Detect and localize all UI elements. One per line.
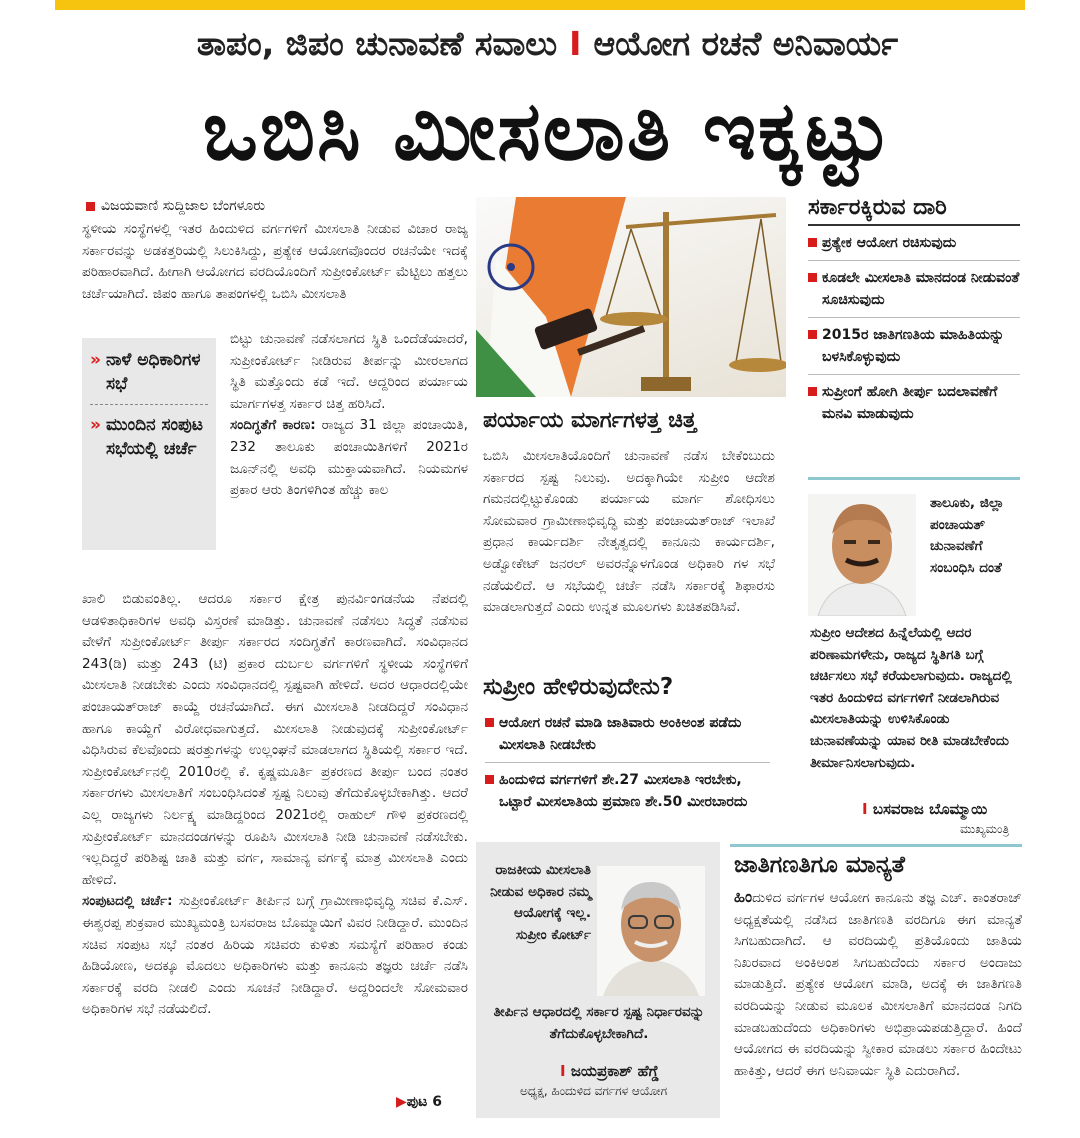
byline: ವಿಜಯವಾಣಿ ಸುದ್ದಿಜಾಲ ಬೆಂಗಳೂರು: [86, 198, 265, 214]
path-item: ಸುಪ್ರೀಂಗೆ ಹೋಗಿ ತೀರ್ಪು ಬದಲಾವಣೆಗೆ ಮನವಿ ಮಾಡುವುದು: [808, 375, 1020, 431]
subhead-reason: ಸಂದಿಗ್ಧತೆಗೆ ಕಾರಣ:: [230, 417, 316, 434]
article-narrow: ಬಿಟ್ಟು ಚುನಾವಣೆ ನಡೆಸಲಾಗದ ಸ್ಥಿತಿ ಒಂದೆಡೆಯಾದರೆ, ಸುಪ್ರೀಂಕೋರ್ಟ್ ನೀಡಿರುವ ತೀರ್ಪನ್ನು ಮೀರಲಾಗದ ಸ್ಥಿತಿ ಮತ್ತೊಂದು ಕಡೆ ಇದೆ. ಆದ್ದರಿಂದ ಪರ್ಯಾಯ ಮಾರ್ಗಗಳತ್ತ ಸರ್ಕಾರ ಚಿತ್ತ ಹರಿಸಿದೆ. ಸಂದಿಗ್ಧತೆಗೆ ಕಾರಣ: ರಾಜ್ಯದ 31 ಜಿಲ್ಲಾ ಪಂಚಾಯಿತಿ, 232 ತಾಲೂಕು ಪಂಚಾಯಿತಿಗಳಿಗೆ 2021ರ ಜೂನ್‌ನಲ್ಲಿ ಅವಧಿ ಮುಕ್ತಾಯವಾಗಿದೆ. ನಿಯಮಗಳ ಪ್ರಕಾರ ಆರು ತಿಂಗಳಿಗಿಂತ ಹೆಚ್ಚು ಕಾಲ: [230, 331, 468, 499]
subhead-census: ಜಾತಿಗಣತಿಗೂ ಮಾನ್ಯತೆ: [734, 852, 905, 878]
kicker-left: ತಾಪಂ, ಜಿಪಂ ಚುನಾವಣೆ ಸವಾಲು: [196, 24, 558, 63]
headline: ಒಬಿಸಿ ಮೀಸಲಾತಿ ಇಕ್ಕಟ್ಟು: [202, 84, 893, 179]
supreme-item: ಆಯೋಗ ರಚನೆ ಮಾಡಿ ಜಾತಿವಾರು ಅಂಕಿಅಂಶ ಪಡೆದು ಮೀಸಲಾತಿ ನೀಡಬೇಕು: [485, 706, 770, 763]
subhead-supreme: ಸುಪ್ರೀಂ ಹೇಳಿರುವುದೇನು?: [483, 674, 674, 700]
bommai-quote-start: ತಾಲೂಕು, ಜಿಲ್ಲಾ ಪಂಚಾಯತ್ ಚುನಾವಣೆಗೆ ಸಂಬಂಧಿಸಿ ದಂತೆ: [930, 495, 1005, 576]
hegde-quote: ತೀರ್ಪಿನ ಆಧಾರದಲ್ಲಿ ಸರ್ಕಾರ ಸ್ಪಷ್ಟ ನಿರ್ಧಾರವನ್ನು ತೆಗೆದುಕೊಳ್ಳಬೇಕಾಗಿದೆ.: [493, 1004, 705, 1042]
teal-divider: [730, 844, 1022, 847]
subhead-alternative: ಪರ್ಯಾಯ ಮಾರ್ಗಗಳತ್ತ ಚಿತ್ತ: [483, 408, 697, 433]
path-item: ಕೂಡಲೇ ಮೀಸಲಾತಿ ಮಾನದಂಡ ನೀಡುವಂತೆ ಸೂಚಿಸುವುದು: [808, 261, 1020, 318]
path-item: 2015ರ ಜಾತಿಗಣತಿಯ ಮಾಹಿತಿಯನ್ನು ಬಳಸಿಕೊಳ್ಳುವುದು: [808, 318, 1020, 375]
hegde-signature: I ಜಯಪ್ರಕಾಶ್ ಹೆಗ್ಡೆ: [560, 1062, 659, 1080]
article-body: ಖಾಲಿ ಬಿಡುವಂತಿಲ್ಲ. ಆದರೂ ಸರ್ಕಾರ ಕ್ಷೇತ್ರ ಪುನರ್ವಿಂಗಡನೆಯ ನೆಪದಲ್ಲಿ ಆಡಳಿತಾಧಿಕಾರಿಗಳ ಅವಧಿ ವಿಸ್ತರಣೆ ಮಾಡಿತ್ತು. ಚುನಾವಣೆ ನಡೆಸಲು ಸಿದ್ಧತೆ ನಡೆಸುವ ವೇಳೆಗೆ ಸುಪ್ರೀಂಕೋರ್ಟ್ ತೀರ್ಪು ಸರ್ಕಾರದ ಸಂದಿಗ್ಧತೆಗೆ ಕಾರಣವಾಗಿದೆ. ಸಂವಿಧಾನದ 243(ಡಿ) ಮತ್ತು 243 (ಟಿ) ಪ್ರಕಾರ ದುರ್ಬಲ ವರ್ಗಗಳಿಗೆ ಸ್ಥಳೀಯ ಸಂಸ್ಥೆಗಳಿಗೆ ಮೀಸಲಾತಿ ನೀಡಬೇಕು ಎಂದು ಸಂವಿಧಾನದಲ್ಲಿ ಸ್ಪಷ್ಟವಾಗಿ ಹೇಳಿದೆ. ಅದರ ಆಧಾರದಲ್ಲಿಯೇ ಪಂಚಾಯತ್‌ರಾಜ್ ಕಾಯ್ದೆ ರಚನೆಯಾಗಿದೆ. ಈಗ ಮೀಸಲಾತಿ ನೀಡದಿದ್ದರೆ ಸಂವಿಧಾನ ಹಾಗೂ ಕಾಯ್ದೆಗೆ ವಿರೋಧವಾಗುತ್ತದೆ. ಮೀಸಲಾತಿ ನೀಡುವುದಕ್ಕೆ ಸುಪ್ರೀಂಕೋರ್ಟ್ ವಿಧಿಸಿರುವ ಕೆಲವೊಂದು ಷರತ್ತುಗಳನ್ನು ಉಲ್ಲಂಘನೆ ಮಾಡಲಾಗದ ಸ್ಥಿತಿಯಲ್ಲಿ ಸರ್ಕಾರ ಇದೆ. ಸುಪ್ರೀಂಕೋರ್ಟ್‌ನಲ್ಲಿ 2010ರಲ್ಲಿ ಕೆ. ಕೃಷ್ಣಮೂರ್ತಿ ಪ್ರಕರಣದ ತೀರ್ಪು ಬಂದ ನಂತರ ಸರ್ಕಾರಗಳು ಮೀಸಲಾತಿಗೆ ಸಂಬಂಧಿಸಿದಂತೆ ಸ್ಪಷ್ಟ ನಿಲುವು ತೆಗೆದುಕೊಳ್ಳಬೇಕಾಗಿತ್ತು. ಆದರೆ ಎಲ್ಲ ರಾಜ್ಯಗಳು ನಿರ್ಲಕ್ಷ್ಯ ಮಾಡಿದ್ದರಿಂದ 2021ರಲ್ಲಿ ರಾಹುಲ್ ಗೌಳಿ ಪ್ರಕರಣದಲ್ಲಿ ಸುಪ್ರೀಂಕೋರ್ಟ್ ಮಾನದಂಡಗಳನ್ನು ರೂಪಿಸಿ ಮೀಸಲಾತಿ ನೀಡಿ ಚುನಾವಣೆ ನಡೆಸಬೇಕು. ಇಲ್ಲದಿದ್ದರೆ ಪರಿಶಿಷ್ಟ ಜಾತಿ ಮತ್ತು ವರ್ಗ, ಸಾಮಾನ್ಯ ವರ್ಗಕ್ಕೆ ಮಾತ್ರ ಮೀಸಲಾತಿ ಎಂದು ಹೇಳಿದೆ. ಸಂಪುಟದಲ್ಲಿ ಚರ್ಚೆ: ಸುಪ್ರೀಂಕೋರ್ಟ್ ತೀರ್ಪಿನ ಬಗ್ಗೆ ಗ್ರಾಮೀಣಾಭಿವೃದ್ಧಿ ಸಚಿವ ಕೆ.ಎಸ್. ಈಶ್ವರಪ್ಪ ಶುಕ್ರವಾರ ಮುಖ್ಯಮಂತ್ರಿ ಬಸವರಾಜ ಬೊಮ್ಮಾಯಿಗೆ ವಿವರ ನೀಡಿದ್ದಾರೆ. ಮುಂದಿನ ಸಚಿವ ಸಂಪುಟ ಸಭೆ ನಂತರ ಹಿರಿಯ ಸಚಿವರು ಕುಳಿತು ಸಮಸ್ಯೆಗೆ ಪರಿಹಾರ ಕಂಡು ಹಿಡಿಯೋಣ, ಅದಕ್ಕೂ ಮೊದಲು ಅಧಿಕಾರಿಗಳು ಮತ್ತು ಕಾನೂನು ತಜ್ಞರು ಚರ್ಚೆ ನಡೆಸಿ ಸರ್ಕಾರಕ್ಕೆ ವರದಿ ನೀಡಲಿ ಎಂದು ಸೂಚನೆ ನೀಡಿದ್ದಾರೆ. ಅದ್ದರಿಂದಲೇ ಸೋಮವಾರ ಅಧಿಕಾರಿಗಳ ಸಭೆ ನಡೆಯಲಿದೆ.: [82, 591, 468, 1018]
portrait-illustration: [808, 494, 916, 616]
arrow-right-icon: ▶: [396, 1094, 407, 1110]
top-color-bar: [55, 0, 1025, 10]
kicker-separator: I: [569, 24, 582, 63]
highlight-item: » ನಾಳೆ ಅಧಿಕಾರಿಗಳ ಸಭೆ: [90, 348, 208, 396]
hegde-role: ಅಧ್ಯಕ್ಷ, ಹಿಂದುಳಿದ ವರ್ಗಗಳ ಆಯೋಗ: [520, 1084, 668, 1098]
justice-scale-photo: [476, 197, 786, 397]
supreme-item: ಹಿಂದುಳಿದ ವರ್ಗಗಳಿಗೆ ಶೇ.27 ಮೀಸಲಾತಿ ಇರಬೇಕು, ಒಟ್ಟಾರೆ ಮೀಸಲಾತಿಯ ಪ್ರಮಾಣ ಶೇ.50 ಮೀರಬಾರದು: [485, 763, 770, 819]
path-item: ಪ್ರತ್ಯೇಕ ಆಯೋಗ ರಚಿಸುವುದು: [808, 226, 1020, 261]
subhead-cabinet: ಸಂಪುಟದಲ್ಲಿ ಚರ್ಚೆ:: [82, 893, 173, 910]
teal-divider: [808, 477, 1020, 480]
highlight-item: » ಮುಂದಿನ ಸಂಪುಟ ಸಭೆಯಲ್ಲಿ ಚರ್ಚೆ: [90, 413, 208, 461]
portrait-illustration: [597, 866, 705, 996]
highlight-box: [82, 338, 216, 550]
bommai-signature: I ಬಸವರಾಜ ಬೊಮ್ಮಾಯಿ: [862, 800, 988, 818]
kicker-right: ಆಯೋಗ ರಚನೆ ಅನಿವಾರ್ಯ: [593, 24, 899, 63]
hegde-portrait: [597, 866, 705, 996]
jump-link[interactable]: ▶ಪುಟ 6: [396, 1094, 442, 1110]
scale-flag-illustration: [476, 197, 786, 397]
article-intro: ಸ್ಥಳೀಯ ಸಂಸ್ಥೆಗಳಲ್ಲಿ ಇತರ ಹಿಂದುಳಿದ ವರ್ಗಗಳಿಗೆ ಮೀಸಲಾತಿ ನೀಡುವ ವಿಚಾರ ರಾಜ್ಯ ಸರ್ಕಾರವನ್ನು ಅಡಕತ್ತರಿಯಲ್ಲಿ ಸಿಲುಕಿಸಿದ್ದು, ಪ್ರತ್ಯೇಕ ಆಯೋಗವೊಂದರ ರಚನೆಯೇ ಇದಕ್ಕೆ ಪರಿಹಾರವಾಗಿದೆ. ಹೀಗಾಗಿ ಆಯೋಗದ ವರದಿಯೊಂದಿಗೆ ಸುಪ್ರೀಂಕೋರ್ಟ್ ಮೆಟ್ಟಿಲು ಹತ್ತಲು ಚರ್ಚೆಯಾಗಿದೆ. ಜಿಪಂ ಹಾಗೂ ತಾಪಂಗಳಲ್ಲಿ ಒಬಿಸಿ ಮೀಸಲಾತಿ: [82, 221, 468, 302]
red-square-icon: [86, 202, 95, 211]
bommai-quote: ಸುಪ್ರೀಂ ಆದೇಶದ ಹಿನ್ನೆಲೆಯಲ್ಲಿ ಆದರ ಪರಿಣಾಮಗಳೇನು, ರಾಜ್ಯದ ಸ್ಥಿತಿಗತಿ ಬಗ್ಗೆ ಚರ್ಚಿಸಲು ಸಭೆ ಕರೆಯಲಾಗುವುದು. ರಾಜ್ಯದಲ್ಲಿ ಇತರ ಹಿಂದುಳಿದ ವರ್ಗಗಳಿಗೆ ನೀಡಲಾಗಿರುವ ಮೀಸಲಾತಿಯನ್ನು ಉಳಿಸಿಕೊಂಡು ಚುನಾವಣೆಯನ್ನು ಯಾವ ರೀತಿ ಮಾಡಬೇಕೆಂದು ತೀರ್ಮಾನಿಸಲಾಗುವುದು.: [810, 625, 1012, 771]
kicker: [70, 24, 1025, 64]
divider: [90, 404, 208, 405]
government-path-box: [808, 195, 1020, 431]
bommai-role: ಮುಖ್ಯಮಂತ್ರಿ: [960, 822, 1010, 836]
path-title: ಸರ್ಕಾರಕ್ಕಿರುವ ದಾರಿ: [808, 195, 1020, 226]
census-text: ಹಿಂದುಳಿದ ವರ್ಗಗಳ ಆಯೋಗ ಕಾನೂನು ತಜ್ಞ ಎಚ್. ಕಾಂತರಾಜ್ ಅಧ್ಯಕ್ಷತೆಯಲ್ಲಿ ನಡೆಸಿದ ಜಾತಿಗಣತಿ ವರದಿಗೂ ಈಗ ಮಾನ್ಯತೆ ಸಿಗಬಹುದಾಗಿದೆ. ಆ ವರದಿಯಲ್ಲಿ ಪ್ರತಿಯೊಂದು ಜಾತಿಯ ನಿಖರವಾದ ಅಂಕಿಅಂಶ ಸಿಗಬಹುದೆಂದು ಸರ್ಕಾರ ಅಂದಾಜು ಮಾಡುತ್ತಿದೆ. ಪ್ರತ್ಯೇಕ ಆಯೋಗ ಮಾಡಿ, ಅದಕ್ಕೆ ಈ ಜಾತಿಗಣತಿ ವರದಿಯನ್ನು ನೀಡುವ ಮೂಲಕ ಮೀಸಲಾತಿಗೆ ಮಾನದಂಡ ನಿಗದಿ ಮಾಡಬಹುದೆಂದು ಅಧಿಕಾರಿಗಳು ಅಭಿಪ್ರಾಯಪಡುತ್ತಿದ್ದಾರೆ. ಹಿಂದೆ ಆಯೋಗದ ಈ ವರದಿಯನ್ನು ಸ್ವೀಕಾರ ಮಾಡಲು ಸರ್ಕಾರ ಹಿಂದೇಟು ಹಾಕಿತ್ತು, ಆದರೆ ಈಗ ಅನಿವಾರ್ಯ ಸ್ಥಿತಿ ಎದುರಾಗಿದೆ.: [734, 887, 1022, 1079]
drop-cap: ಹಿಂ: [734, 887, 753, 906]
bommai-portrait: [808, 494, 916, 616]
alternative-text: ಒಬಿಸಿ ಮೀಸಲಾತಿಯೊಂದಿಗೆ ಚುನಾವಣೆ ನಡೆಸ ಬೇಕೆಂಬುದು ಸರ್ಕಾರದ ಸ್ಪಷ್ಟ ನಿಲುವು. ಅದಕ್ಕಾಗಿಯೇ ಸುಪ್ರೀಂ ಆದೇಶ ಗಮನದಲ್ಲಿಟ್ಟುಕೊಂಡು ಪರ್ಯಾಯ ಮಾರ್ಗ ಶೋಧಿಸಲು ಸೋಮವಾರ ಗ್ರಾಮೀಣಾಭಿವೃದ್ಧಿ ಮತ್ತು ಪಂಚಾಯತ್‌ರಾಜ್ ಇಲಾಖೆ ಪ್ರಧಾನ ಕಾರ್ಯದರ್ಶಿ ನೇತೃತ್ವದಲ್ಲಿ ಕಾನೂನು ಕಾರ್ಯದರ್ಶಿ, ಅಡ್ವೋಕೇಟ್ ಜನರಲ್ ಅವರನ್ನೊಳಗೊಂಡ ಅಧಿಕಾರಿ ಗಳ ಸಭೆ ನಡೆಯಲಿದೆ. ಆ ಸಭೆಯಲ್ಲಿ ಚರ್ಚೆ ನಡೆಸಿ ಸರ್ಕಾರಕ್ಕೆ ಶಿಫಾರಸು ಮಾಡಲಾಗುತ್ತದೆ ಎಂದು ಉನ್ನತ ಮೂಲಗಳು ಖಚಿತಪಡಿಸಿವೆ.: [483, 448, 775, 616]
hegde-quote-start: ರಾಜಕೀಯ ಮೀಸಲಾತಿ ನೀಡುವ ಅಧಿಕಾರ ನಮ್ಮ ಆಯೋಗಕ್ಕೆ ಇಲ್ಲ. ಸುಪ್ರೀಂ ಕೋರ್ಟ್: [490, 862, 591, 943]
supreme-list: [485, 706, 770, 819]
